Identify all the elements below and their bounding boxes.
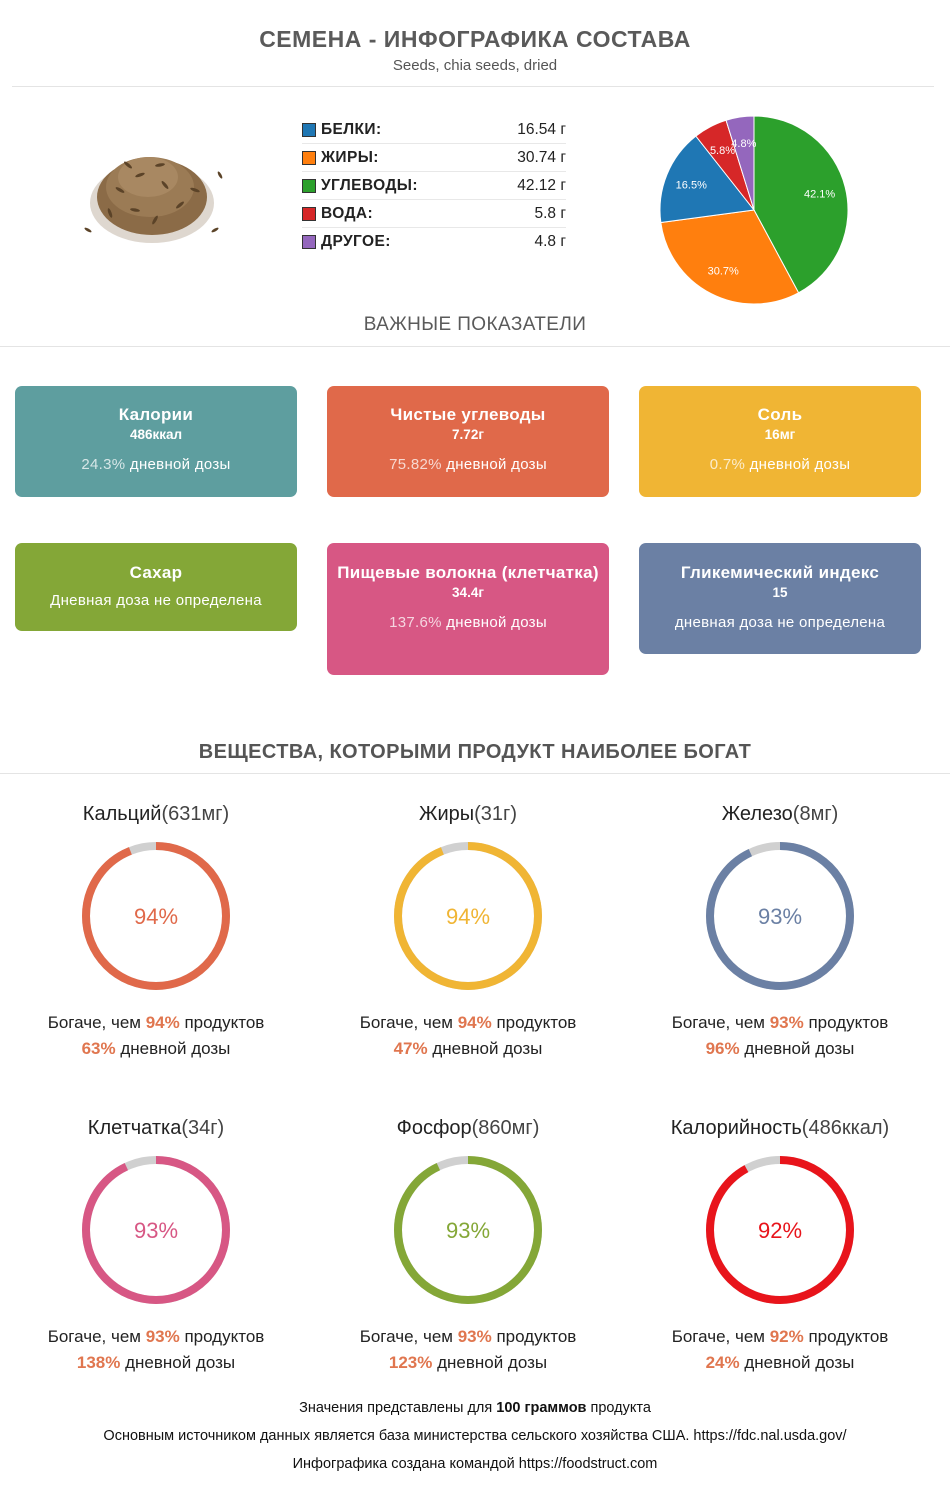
percentile-ring [388, 836, 548, 996]
card-title: Соль [757, 405, 803, 424]
ring-percent-label: 94% [445, 904, 491, 929]
footer-serving-prefix: Значения представлены для [299, 1400, 497, 1416]
daily-dose-suffix: дневной дозы [120, 1353, 236, 1372]
richer-prefix: Богаче, чем [359, 1013, 458, 1032]
daily-dose-line [0, 1350, 312, 1376]
rich-item-amount: (860мг) [471, 1117, 540, 1139]
percentile-ring [76, 1150, 236, 1310]
ring-percent-label: 93% [445, 1218, 491, 1243]
rich-item-name: Кальций [82, 803, 162, 825]
richer-suffix: продуктов [179, 1013, 265, 1032]
card-daily-percent: 0.7% [709, 456, 746, 473]
divider [0, 346, 950, 347]
richer-percent: 93% [457, 1327, 492, 1346]
card-title: Пищевые волокна (клетчатка) [337, 563, 599, 582]
footer-source: Основным источником данных является база министерства сельского хозяйства США. https://fdc.nal.usda.gov/ [103, 1428, 847, 1444]
rich-item-name: Калорийность [670, 1117, 802, 1139]
card-title: Калории [118, 405, 194, 424]
legend-swatch [302, 207, 316, 221]
glycemic-index-card [639, 543, 921, 654]
richer-suffix: продуктов [491, 1327, 577, 1346]
macro-name: ДРУГОЕ: [321, 233, 391, 250]
daily-dose-percent: 63% [81, 1039, 116, 1058]
macro-row [302, 172, 566, 200]
card-daily [639, 456, 921, 473]
rich-item-amount: (486ккал) [801, 1117, 890, 1139]
divider [0, 773, 950, 774]
seeds-image [80, 135, 225, 255]
richer-than-line [312, 1010, 624, 1036]
richer-prefix: Богаче, чем [47, 1013, 146, 1032]
rich-item-name: Железо [721, 803, 793, 825]
rich-item-amount: (31г) [474, 803, 517, 825]
macro-row [302, 200, 566, 228]
footer-serving [0, 1400, 950, 1416]
macro-name: ЖИРЫ: [321, 148, 379, 166]
ring-percent-label: 93% [133, 1218, 179, 1243]
pie-slice-label: 30.7% [707, 265, 739, 278]
rich-item-title [624, 803, 936, 826]
legend-swatch [302, 123, 316, 137]
card-daily-text: дневной дозы [441, 456, 547, 473]
rich-item-title [624, 1117, 936, 1140]
card-value: 16мг [764, 427, 796, 442]
card-daily [15, 456, 297, 473]
fiber-card [327, 543, 609, 675]
calories-card [15, 386, 297, 497]
footer-serving-amount: 100 граммов [496, 1400, 587, 1416]
daily-dose-line [312, 1036, 624, 1062]
card-title: Чистые углеводы [390, 405, 546, 424]
net-carbs-card [327, 386, 609, 497]
richer-than-line [624, 1324, 936, 1350]
daily-dose-percent: 96% [705, 1039, 740, 1058]
card-daily-text: дневной дозы [441, 614, 547, 631]
macro-value: 4.8 г [534, 233, 566, 250]
rich-item [312, 803, 624, 1062]
card-daily [639, 614, 921, 631]
daily-dose-suffix: дневной дозы [739, 1353, 855, 1372]
macro-pie-chart [654, 110, 854, 310]
macro-row [302, 116, 566, 144]
daily-dose-suffix: дневной дозы [427, 1039, 543, 1058]
richer-suffix: продуктов [803, 1327, 889, 1346]
macro-row [302, 144, 566, 172]
rich-item-title [0, 1117, 312, 1140]
rich-item-name: Фосфор [396, 1117, 472, 1139]
card-daily-text: дневная доза не определена [674, 614, 886, 631]
macro-name: ВОДА: [321, 204, 374, 222]
legend-swatch [302, 151, 316, 165]
legend-swatch [302, 235, 316, 249]
richer-percent: 94% [145, 1013, 180, 1032]
richer-prefix: Богаче, чем [359, 1327, 458, 1346]
richer-than-line [0, 1324, 312, 1350]
rich-item-title [312, 1117, 624, 1140]
daily-dose-line [624, 1350, 936, 1376]
footer-serving-suffix: продукта [586, 1400, 651, 1416]
macro-value: 42.12 г [517, 176, 566, 194]
rich-item-amount: (8мг) [792, 803, 839, 825]
richer-than-line [0, 1010, 312, 1036]
pie-slice-label: 5.8% [709, 145, 736, 158]
ring-percent-label: 93% [757, 904, 803, 929]
daily-dose-percent: 47% [393, 1039, 428, 1058]
page-subtitle: Seeds, chia seeds, dried [392, 57, 558, 74]
card-daily-text: дневной дозы [745, 456, 851, 473]
card-title: Сахар [129, 563, 183, 582]
legend-swatch [302, 179, 316, 193]
card-daily [15, 592, 297, 609]
card-daily-text: дневной дозы [125, 456, 231, 473]
richer-percent: 93% [769, 1013, 804, 1032]
daily-dose-line [624, 1036, 936, 1062]
richer-percent: 92% [769, 1327, 804, 1346]
rich-heading: ВЕЩЕСТВА, КОТОРЫМИ ПРОДУКТ НАИБОЛЕЕ БОГАТ [198, 741, 752, 763]
card-daily-percent: 24.3% [81, 456, 126, 473]
richer-prefix: Богаче, чем [47, 1327, 146, 1346]
richer-than-line [312, 1324, 624, 1350]
card-value: 15 [772, 585, 788, 600]
richer-suffix: продуктов [179, 1327, 265, 1346]
percentile-ring [700, 1150, 860, 1310]
divider [12, 86, 934, 87]
rich-item [624, 1117, 936, 1376]
daily-dose-percent: 123% [388, 1353, 433, 1372]
salt-card [639, 386, 921, 497]
daily-dose-percent: 24% [705, 1353, 740, 1372]
rich-item-amount: (34г) [181, 1117, 225, 1139]
rich-item-name: Клетчатка [87, 1117, 182, 1139]
macro-table [302, 116, 566, 256]
percentile-ring [388, 1150, 548, 1310]
percentile-ring [76, 836, 236, 996]
macro-name: УГЛЕВОДЫ: [321, 176, 418, 194]
card-daily-percent: 75.82% [389, 456, 442, 473]
pie-slice-label: 42.1% [804, 188, 836, 201]
rich-item [624, 803, 936, 1062]
daily-dose-line [0, 1036, 312, 1062]
richer-prefix: Богаче, чем [671, 1013, 770, 1032]
daily-dose-percent: 138% [76, 1353, 121, 1372]
macro-name: БЕЛКИ: [321, 120, 382, 138]
richer-suffix: продуктов [491, 1013, 577, 1032]
richer-prefix: Богаче, чем [671, 1327, 770, 1346]
macro-value: 16.54 г [517, 120, 566, 138]
daily-dose-suffix: дневной дозы [432, 1353, 548, 1372]
pie-slice-label: 4.8% [731, 138, 757, 151]
card-value: 34.4г [452, 585, 484, 600]
ring-percent-label: 92% [757, 1218, 803, 1243]
richer-suffix: продуктов [803, 1013, 889, 1032]
card-daily [327, 456, 609, 473]
rich-item [0, 803, 312, 1062]
richer-percent: 93% [145, 1327, 180, 1346]
rich-item-title [312, 803, 624, 826]
card-value: 7.72г [452, 427, 484, 442]
card-daily-percent: 137.6% [389, 614, 442, 631]
footer-credit: Инфографика создана командой https://foodstruct.com [292, 1456, 658, 1472]
macro-value: 5.8 г [534, 204, 566, 222]
card-value: 486ккал [129, 427, 183, 442]
percentile-ring [700, 836, 860, 996]
pie-slice-label: 16.5% [675, 179, 707, 192]
macro-value: 30.74 г [517, 148, 566, 166]
rich-item-title [0, 803, 312, 826]
rich-item [312, 1117, 624, 1376]
sugar-card [15, 543, 297, 631]
card-title: Гликемический индекс [680, 563, 880, 582]
rich-item-name: Жиры [418, 803, 475, 825]
daily-dose-suffix: дневной дозы [115, 1039, 231, 1058]
macro-row [302, 228, 566, 256]
daily-dose-line [312, 1350, 624, 1376]
rich-item [0, 1117, 312, 1376]
indicators-heading: ВАЖНЫЕ ПОКАЗАТЕЛИ [363, 314, 587, 335]
card-daily-text: Дневная доза не определена [50, 592, 262, 609]
card-daily [327, 614, 609, 631]
page-title: СЕМЕНА - ИНФОГРАФИКА СОСТАВА [259, 26, 691, 52]
daily-dose-suffix: дневной дозы [739, 1039, 855, 1058]
rich-item-amount: (631мг) [161, 803, 230, 825]
richer-percent: 94% [457, 1013, 492, 1032]
ring-percent-label: 94% [133, 904, 179, 929]
richer-than-line [624, 1010, 936, 1036]
